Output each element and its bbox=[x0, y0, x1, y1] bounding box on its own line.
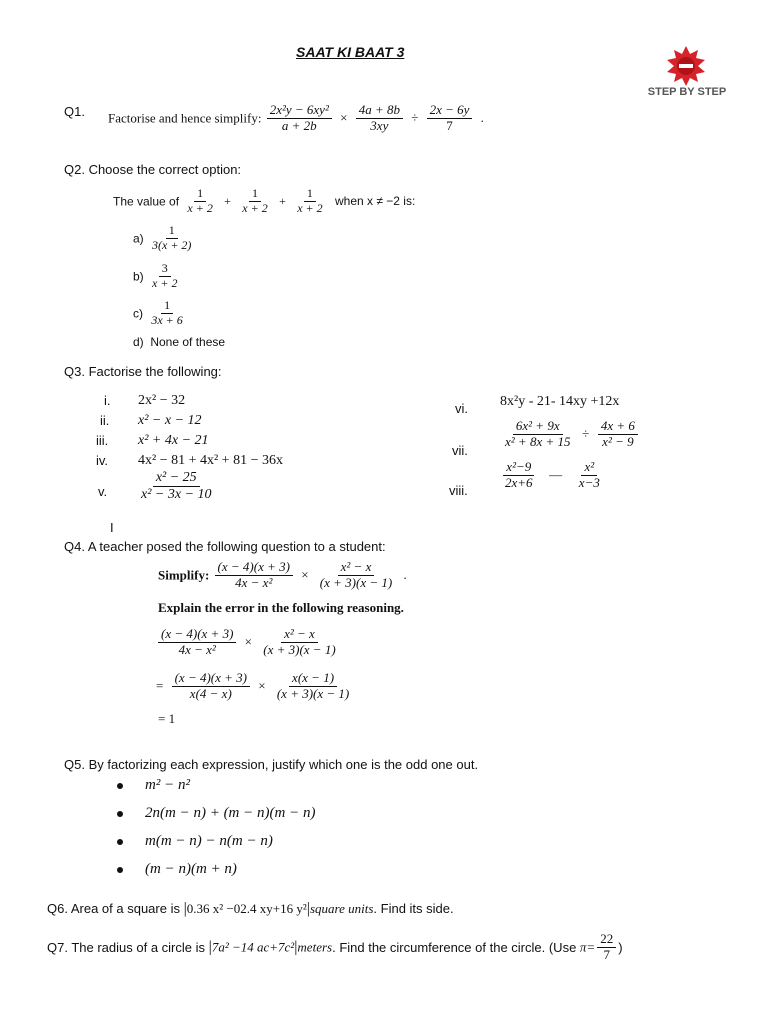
q3-item-v: $\frac{\text{x² − 25}}{\text{x² − 3x − 10}}$ bbox=[141, 470, 212, 503]
q3-item-i-num: i. bbox=[104, 393, 111, 408]
q3-item-vii-num: vii. bbox=[452, 443, 468, 458]
q5-bullet-2: 2n(m − n) + (m − n)(m − n) bbox=[117, 805, 315, 822]
q4-result: = 1 bbox=[158, 711, 176, 726]
q5-bullet-4: (m − n)(m + n) bbox=[117, 861, 237, 878]
q3-item-vi-num: vi. bbox=[455, 401, 468, 416]
q3-item-iii-num: iii. bbox=[96, 433, 109, 448]
q3-item-vii: $\frac{\text{6x² + 9x}}{\text{x² + 8x + 15}}$ ÷ $\frac{4x + 6}{\text{x² − 9}}$ bbox=[500, 419, 640, 450]
q3-item-v-num: v. bbox=[98, 484, 108, 499]
q4-label: Q4. A teacher posed the following question to a student: bbox=[64, 539, 386, 554]
q4-step2: = $\frac{(x - 4)(x + 3)}{x(4 - x)}$ × $\frac{x(x - 1)}{(x + 3)(x - 1)}$ bbox=[156, 670, 350, 701]
q3-label: Q3. Factorise the following: bbox=[64, 364, 222, 379]
q2-option-d: d) None of these bbox=[133, 335, 226, 349]
q7-text: Q7. The radius of a circle is |7a² −14 ac+7c²|meters. Find the circumference of the circle. (Use π= $\frac{22}{7}$ ) bbox=[47, 931, 623, 962]
q3-item-ii-num: ii. bbox=[100, 413, 110, 428]
q4-step1: $\frac{(x - 4)(x + 3)}{\text{4x − x²}}$ × $\frac{\text{x² − x}}{(x + 3)(x - 1)}$ bbox=[156, 627, 341, 658]
logo-text: STEP BY STEP bbox=[647, 86, 727, 98]
q5-label: Q5. By factorizing each expression, justify which one is the odd one out. bbox=[64, 757, 479, 772]
q2-stem: The value of $\frac{1}{x + 2}$ + $\frac{1}{x + 2}$ + $\frac{1}{x + 2}$ when x ≠ −2 is: bbox=[113, 186, 416, 215]
page-title: SAAT KI BAAT 3 bbox=[296, 44, 405, 60]
q3-item-vi: 8x²y - 21- 14xy +12x bbox=[500, 394, 620, 409]
q1-expression: Factorise and hence simplify: $\frac{\text{2x²y − 6xy²}}{a + 2b}$ × $\frac{4a + 8b}{3xy}$ ÷ $\frac{2x - 6y}{7}$ . bbox=[108, 102, 484, 133]
q1-label: Q1. bbox=[64, 104, 85, 119]
q2-option-a: a) $\frac{1}{3(x + 2)}$ bbox=[133, 223, 192, 252]
q6-text: Q6. Area of a square is |0.36 x² −02.4 xy+16 y²|square units. Find its side. bbox=[47, 900, 454, 917]
q1-prefix: Factorise and hence simplify: bbox=[108, 110, 262, 126]
q2-option-b: b) $\frac{3}{x + 2}$ bbox=[133, 261, 178, 290]
q3-item-iv-num: iv. bbox=[96, 453, 109, 468]
q4-question: Simplify: $\frac{(x - 4)(x + 3)}{\text{4x − x²}}$ × $\frac{\text{x² − x}}{(x + 3)(x - 1)}$ . bbox=[158, 559, 407, 590]
q4-explain: Explain the error in the following reasoning. bbox=[158, 600, 404, 615]
stray-mark: I bbox=[110, 520, 114, 535]
q2-label: Q2. Choose the correct option: bbox=[64, 162, 242, 177]
q5-bullet-1: m² − n² bbox=[117, 777, 190, 794]
q3-item-i: 2x² − 32 bbox=[138, 393, 186, 408]
q3-item-iii: x² + 4x − 21 bbox=[138, 433, 209, 448]
step-by-step-logo bbox=[647, 44, 727, 100]
q3-item-viii-num: viii. bbox=[449, 483, 468, 498]
q3-item-iv: 4x² − 81 + 4x² + 81 − 36x bbox=[138, 453, 283, 468]
q2-option-c: c) $\frac{1}{3x + 6}$ bbox=[133, 298, 183, 327]
q3-item-viii: $\frac{\text{x²−9}}{2x+6}$ — $\frac{\text{x²}}{x-3}$ bbox=[505, 459, 600, 490]
q3-item-ii: x² − x − 12 bbox=[138, 413, 202, 428]
q5-bullet-3: m(m − n) − n(m − n) bbox=[117, 833, 273, 850]
